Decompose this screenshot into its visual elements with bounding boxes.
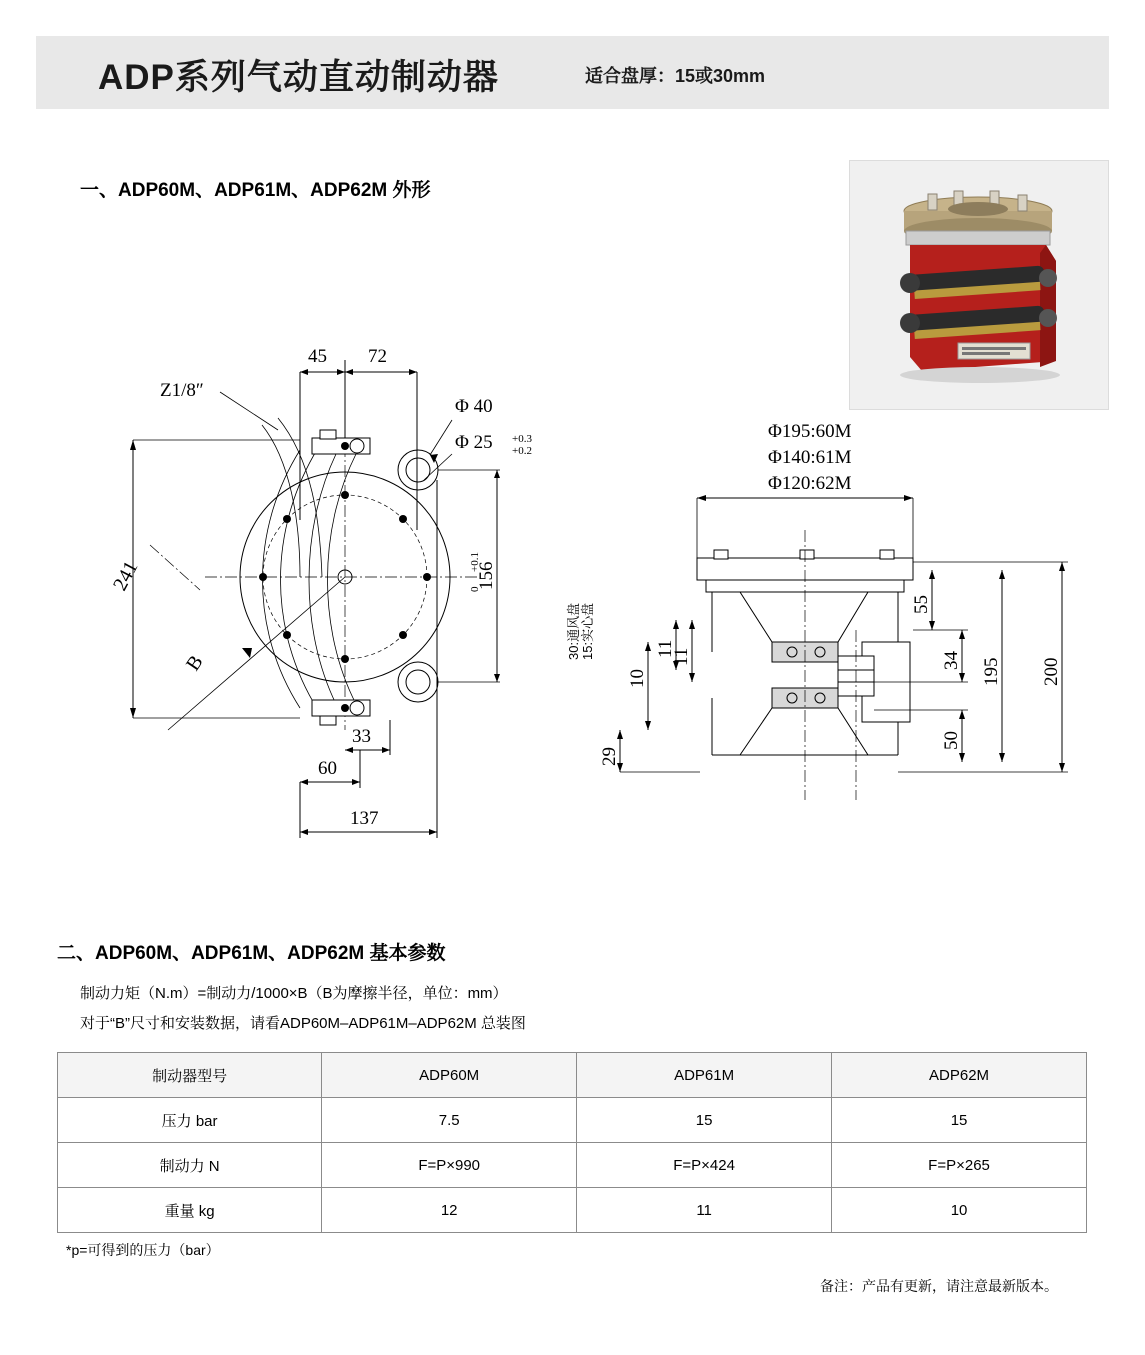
table-cell: 制动力 N	[58, 1143, 322, 1188]
table-cell: 10	[832, 1188, 1087, 1233]
table-cell: F=P×990	[322, 1143, 577, 1188]
table-cell: 7.5	[322, 1098, 577, 1143]
dim-B: B	[181, 651, 208, 675]
page-title: ADP系列气动直动制动器	[98, 58, 499, 97]
dim-200: 200	[1041, 657, 1062, 686]
dim-33: 33	[352, 726, 371, 747]
table-row	[58, 1188, 1087, 1233]
formula-b-reference: 对于“B”尺寸和安装数据，请看ADP60M–ADP61M–ADP62M 总装图	[80, 1015, 526, 1032]
label-phi-40: Φ 40	[455, 396, 493, 417]
header-subtitle: 适合盘厚：15或30mm	[585, 66, 766, 86]
table-cell: 压力 bar	[58, 1098, 322, 1143]
dim-241: 241	[108, 557, 143, 595]
dim-11-b: 11	[671, 647, 692, 666]
dim-34: 34	[941, 651, 962, 670]
dim-60: 60	[318, 758, 337, 779]
table-cell: 11	[577, 1188, 832, 1233]
dim-72: 72	[368, 346, 387, 367]
dim-45: 45	[308, 346, 327, 367]
section-one-title: 一、ADP60M、ADP61M、ADP62M 外形	[80, 180, 431, 201]
dim-55: 55	[911, 595, 932, 614]
formula-torque: 制动力矩（N.m）=制动力/1000×B（B为摩擦半径，单位：mm）	[80, 985, 508, 1002]
dim-156: 156	[476, 561, 497, 590]
table-row	[58, 1098, 1087, 1143]
dim-29: 29	[599, 747, 620, 766]
section-two-title: 二、ADP60M、ADP61M、ADP62M 基本参数	[57, 943, 446, 964]
dim-156-tol-lower: 0	[469, 586, 481, 592]
table-cell: 15	[832, 1098, 1087, 1143]
label-phi140-61M: Φ140:61M	[768, 447, 852, 468]
table-header-cell: ADP61M	[577, 1053, 832, 1098]
table-cell: 重量 kg	[58, 1188, 322, 1233]
dim-50: 50	[941, 731, 962, 750]
note-pressure: *p=可得到的压力（bar）	[66, 1242, 220, 1258]
note-revision: 备注：产品有更新，请注意最新版本。	[820, 1278, 1058, 1294]
parameters-table	[57, 1052, 1087, 1233]
table-header-cell: ADP60M	[322, 1053, 577, 1098]
label-disc-note-a: 30:通风盘	[566, 602, 581, 660]
table-cell: F=P×265	[832, 1143, 1087, 1188]
table-cell: F=P×424	[577, 1143, 832, 1188]
table-header-row	[58, 1053, 1087, 1098]
label-phi120-62M: Φ120:62M	[768, 473, 852, 494]
table-row	[58, 1143, 1087, 1188]
table-cell: 12	[322, 1188, 577, 1233]
label-phi25-tol-upper: +0.3	[512, 433, 532, 445]
label-disc-note-b: 15:实心盘	[580, 602, 595, 660]
label-phi-25: Φ 25	[455, 432, 493, 453]
dim-11-a: 11	[655, 639, 676, 658]
table-cell: 15	[577, 1098, 832, 1143]
dim-156-tol-upper: +0.1	[469, 552, 481, 572]
label-thread-z18: Z1/8″	[160, 380, 204, 401]
dim-137: 137	[350, 808, 379, 829]
engineering-drawing	[0, 330, 1145, 890]
table-header-cell: 制动器型号	[58, 1053, 322, 1098]
dim-10: 10	[627, 669, 648, 688]
label-phi25-tol-lower: +0.2	[512, 445, 532, 457]
table-header-cell: ADP62M	[832, 1053, 1087, 1098]
dim-195: 195	[981, 657, 1002, 686]
label-phi195-60M: Φ195:60M	[768, 421, 852, 442]
